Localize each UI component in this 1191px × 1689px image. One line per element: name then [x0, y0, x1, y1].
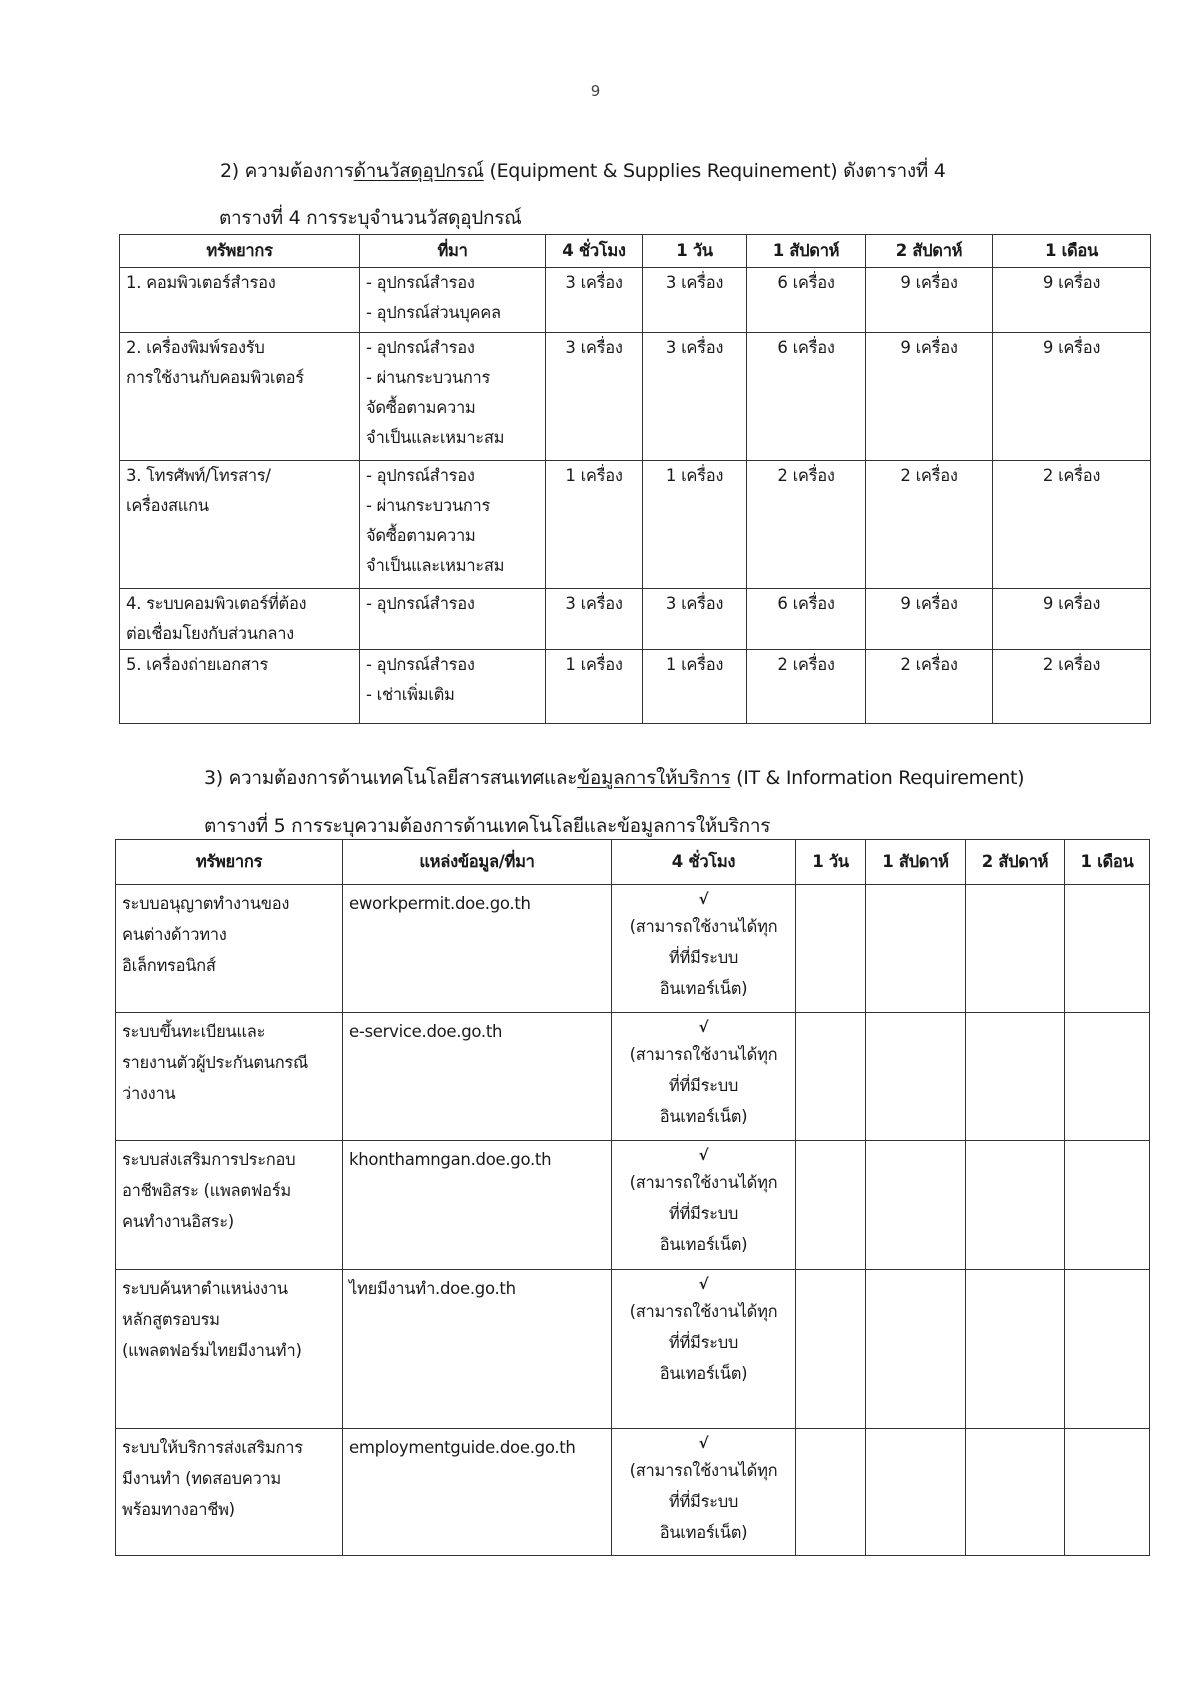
header-resource: ทรัพยากร — [120, 235, 360, 268]
resource-line: คนทำงานอิสระ) — [122, 1212, 234, 1231]
header-1-week: 1 สัปดาห์ — [866, 840, 966, 885]
availability-4-hours — [612, 1270, 796, 1429]
empty-2-weeks — [966, 1270, 1065, 1429]
qty-1-day: 3 เครื่อง — [643, 268, 747, 333]
qty-1-day: 3 เครื่อง — [643, 589, 747, 650]
resource-cell — [120, 650, 360, 724]
resource-line: อิเล็กทรอนิกส์ — [122, 956, 216, 975]
qty-1-week: 6 เครื่อง — [747, 333, 866, 461]
equipment-table — [119, 234, 1151, 724]
availability-note-line: ที่ที่มีระบบ — [668, 1204, 739, 1223]
check-icon: √ — [698, 1146, 709, 1164]
resource-line: รายงานตัวผู้ประกันตนกรณี — [122, 1053, 308, 1072]
availability-note-line: อินเทอร์เน็ต) — [659, 1235, 748, 1254]
empty-1-day — [796, 1141, 866, 1270]
table-row — [120, 333, 1151, 461]
empty-1-month — [1065, 1429, 1150, 1556]
resource-line: ต่อเชื่อมโยงกับส่วนกลาง — [126, 624, 294, 643]
it-information-table — [115, 839, 1150, 1556]
source-line: จำเป็นและเหมาะสม — [366, 556, 505, 575]
empty-2-weeks — [966, 1141, 1065, 1270]
table-row — [120, 268, 1151, 333]
resource-cell — [116, 885, 343, 1013]
resource-line: คนต่างด้าวทาง — [122, 925, 227, 944]
header-4-hours: 4 ชั่วโมง — [546, 235, 643, 268]
availability-4-hours — [612, 1013, 796, 1141]
source-line: - อุปกรณ์สำรอง — [366, 273, 475, 292]
table-row — [116, 1013, 1150, 1141]
source-line: - ผ่านกระบวนการ — [366, 368, 491, 387]
source-url: khonthamngan.doe.go.th — [343, 1141, 612, 1270]
resource-line: 4. ระบบคอมพิวเตอร์ที่ต้อง — [126, 594, 307, 613]
header-1-day: 1 วัน — [796, 840, 866, 885]
resource-cell — [120, 268, 360, 333]
table-header-row — [116, 840, 1150, 885]
source-url: eworkpermit.doe.go.th — [343, 885, 612, 1013]
table-5-caption: ตารางที่ 5 การระบุความต้องการด้านเทคโนโลยีและข้อมูลการให้บริการ — [204, 815, 771, 837]
section-3-underlined: ข้อมูลการให้บริการ — [577, 767, 731, 789]
resource-line: 1. คอมพิวเตอร์สำรอง — [126, 273, 276, 292]
empty-2-weeks — [966, 1429, 1065, 1556]
empty-1-week — [866, 1013, 966, 1141]
header-data-source: แหล่งข้อมูล/ที่มา — [343, 840, 612, 885]
table-row — [116, 885, 1150, 1013]
table-row — [116, 1141, 1150, 1270]
empty-1-month — [1065, 1013, 1150, 1141]
resource-cell — [120, 333, 360, 461]
qty-2-weeks: 2 เครื่อง — [866, 461, 993, 589]
empty-1-day — [796, 1013, 866, 1141]
qty-2-weeks: 9 เครื่อง — [866, 589, 993, 650]
empty-1-week — [866, 1141, 966, 1270]
qty-1-day: 1 เครื่อง — [643, 461, 747, 589]
availability-note-line: ที่ที่มีระบบ — [668, 948, 739, 967]
source-cell — [360, 650, 546, 724]
availability-4-hours — [612, 1429, 796, 1556]
header-1-month: 1 เดือน — [1065, 840, 1150, 885]
resource-line: 3. โทรศัพท์/โทรสาร/ — [126, 466, 271, 485]
availability-note-line: (สามารถใช้งานได้ทุก — [629, 1173, 778, 1192]
availability-note-line: อินเทอร์เน็ต) — [659, 1364, 748, 1383]
source-cell — [360, 333, 546, 461]
resource-cell — [116, 1141, 343, 1270]
resource-line: ว่างงาน — [122, 1084, 176, 1103]
empty-2-weeks — [966, 885, 1065, 1013]
availability-note-line: ที่ที่มีระบบ — [668, 1492, 739, 1511]
availability-note-line: อินเทอร์เน็ต) — [659, 1523, 748, 1542]
availability-4-hours — [612, 1141, 796, 1270]
availability-note-line: ที่ที่มีระบบ — [668, 1076, 739, 1095]
qty-4-hours: 1 เครื่อง — [546, 461, 643, 589]
availability-note-line: (สามารถใช้งานได้ทุก — [629, 917, 778, 936]
section-3-heading — [204, 763, 1024, 793]
availability-4-hours — [612, 885, 796, 1013]
qty-1-day: 1 เครื่อง — [643, 650, 747, 724]
section-2-suffix: (Equipment & Supplies Requinement) ดังตารางที่ 4 — [483, 160, 946, 182]
header-resource: ทรัพยากร — [116, 840, 343, 885]
table-row — [120, 589, 1151, 650]
resource-line: ระบบค้นหาตำแหน่งงาน — [122, 1279, 288, 1298]
source-line: - เช่าเพิ่มเติม — [366, 685, 455, 704]
empty-1-month — [1065, 1141, 1150, 1270]
qty-1-month: 2 เครื่อง — [993, 650, 1151, 724]
availability-note-line: อินเทอร์เน็ต) — [659, 1107, 748, 1126]
availability-note-line: (สามารถใช้งานได้ทุก — [629, 1302, 778, 1321]
source-line: - อุปกรณ์สำรอง — [366, 466, 475, 485]
header-1-month: 1 เดือน — [993, 235, 1151, 268]
resource-cell — [116, 1270, 343, 1429]
table-4-caption: ตารางที่ 4 การระบุจำนวนวัสดุอุปกรณ์ — [219, 207, 522, 229]
section-2-heading — [220, 156, 946, 186]
empty-1-day — [796, 885, 866, 1013]
resource-line: หลักสูตรอบรม — [122, 1310, 220, 1329]
source-cell — [360, 461, 546, 589]
source-line: - อุปกรณ์สำรอง — [366, 655, 475, 674]
qty-1-week: 6 เครื่อง — [747, 268, 866, 333]
page-number: 9 — [590, 82, 601, 100]
qty-1-week: 2 เครื่อง — [747, 461, 866, 589]
source-line: จำเป็นและเหมาะสม — [366, 428, 505, 447]
header-1-week: 1 สัปดาห์ — [747, 235, 866, 268]
header-1-day: 1 วัน — [643, 235, 747, 268]
qty-1-month: 2 เครื่อง — [993, 461, 1151, 589]
resource-cell — [116, 1013, 343, 1141]
resource-cell — [120, 589, 360, 650]
source-line: - อุปกรณ์ส่วนบุคคล — [366, 303, 501, 322]
resource-line: พร้อมทางอาชีพ) — [122, 1500, 235, 1519]
qty-4-hours: 3 เครื่อง — [546, 333, 643, 461]
resource-line: 5. เครื่องถ่ายเอกสาร — [126, 655, 269, 674]
source-url: ไทยมีงานทำ.doe.go.th — [343, 1270, 612, 1429]
resource-cell — [120, 461, 360, 589]
empty-1-day — [796, 1270, 866, 1429]
resource-line: ระบบส่งเสริมการประกอบ — [122, 1150, 296, 1169]
source-url: employmentguide.doe.go.th — [343, 1429, 612, 1556]
empty-1-month — [1065, 885, 1150, 1013]
resource-line: (แพลตฟอร์มไทยมีงานทำ) — [122, 1341, 302, 1360]
resource-cell — [116, 1429, 343, 1556]
header-source: ที่มา — [360, 235, 546, 268]
availability-note-line: (สามารถใช้งานได้ทุก — [629, 1045, 778, 1064]
empty-1-month — [1065, 1270, 1150, 1429]
qty-1-month: 9 เครื่อง — [993, 333, 1151, 461]
table-row — [116, 1429, 1150, 1556]
check-icon: √ — [698, 1275, 709, 1293]
resource-line: อาชีพอิสระ (แพลตฟอร์ม — [122, 1181, 291, 1200]
qty-1-month: 9 เครื่อง — [993, 268, 1151, 333]
table-row — [120, 461, 1151, 589]
qty-2-weeks: 9 เครื่อง — [866, 333, 993, 461]
source-line: - อุปกรณ์สำรอง — [366, 594, 475, 613]
section-3-suffix: (IT & Information Requirement) — [730, 767, 1025, 789]
resource-line: มีงานทำ (ทดสอบความ — [122, 1469, 281, 1488]
availability-note-line: (สามารถใช้งานได้ทุก — [629, 1461, 778, 1480]
resource-line: เครื่องสแกน — [126, 496, 209, 515]
empty-2-weeks — [966, 1013, 1065, 1141]
header-2-weeks: 2 สัปดาห์ — [866, 235, 993, 268]
check-icon: √ — [698, 1018, 709, 1036]
section-3-prefix: 3) ความต้องการด้านเทคโนโลยีสารสนเทศและ — [204, 767, 578, 789]
table-row — [116, 1270, 1150, 1429]
source-url: e-service.doe.go.th — [343, 1013, 612, 1141]
source-line: จัดซื้อตามความ — [366, 526, 476, 545]
header-4-hours: 4 ชั่วโมง — [612, 840, 796, 885]
table-header-row — [120, 235, 1151, 268]
header-2-weeks: 2 สัปดาห์ — [966, 840, 1065, 885]
empty-1-week — [866, 1270, 966, 1429]
check-icon: √ — [698, 1434, 709, 1452]
qty-4-hours: 3 เครื่อง — [546, 268, 643, 333]
qty-2-weeks: 2 เครื่อง — [866, 650, 993, 724]
availability-note-line: ที่ที่มีระบบ — [668, 1333, 739, 1352]
qty-1-week: 6 เครื่อง — [747, 589, 866, 650]
qty-4-hours: 3 เครื่อง — [546, 589, 643, 650]
source-cell — [360, 589, 546, 650]
resource-line: ระบบอนุญาตทำงานของ — [122, 894, 290, 913]
empty-1-week — [866, 1429, 966, 1556]
source-line: - ผ่านกระบวนการ — [366, 496, 491, 515]
resource-line: ระบบให้บริการส่งเสริมการ — [122, 1438, 303, 1457]
check-icon: √ — [698, 890, 709, 908]
empty-1-day — [796, 1429, 866, 1556]
qty-1-day: 3 เครื่อง — [643, 333, 747, 461]
empty-1-week — [866, 885, 966, 1013]
source-cell — [360, 268, 546, 333]
qty-1-week: 2 เครื่อง — [747, 650, 866, 724]
qty-2-weeks: 9 เครื่อง — [866, 268, 993, 333]
resource-line: 2. เครื่องพิมพ์รองรับ — [126, 338, 265, 357]
source-line: - อุปกรณ์สำรอง — [366, 338, 475, 357]
resource-line: การใช้งานกับคอมพิวเตอร์ — [126, 368, 304, 387]
resource-line: ระบบขึ้นทะเบียนและ — [122, 1022, 266, 1041]
section-2-underlined: ด้านวัสดุอุปกรณ์ — [353, 160, 484, 182]
availability-note-line: อินเทอร์เน็ต) — [659, 979, 748, 998]
section-2-prefix: 2) ความต้องการ — [220, 160, 354, 182]
qty-4-hours: 1 เครื่อง — [546, 650, 643, 724]
table-row — [120, 650, 1151, 724]
source-line: จัดซื้อตามความ — [366, 398, 476, 417]
qty-1-month: 9 เครื่อง — [993, 589, 1151, 650]
